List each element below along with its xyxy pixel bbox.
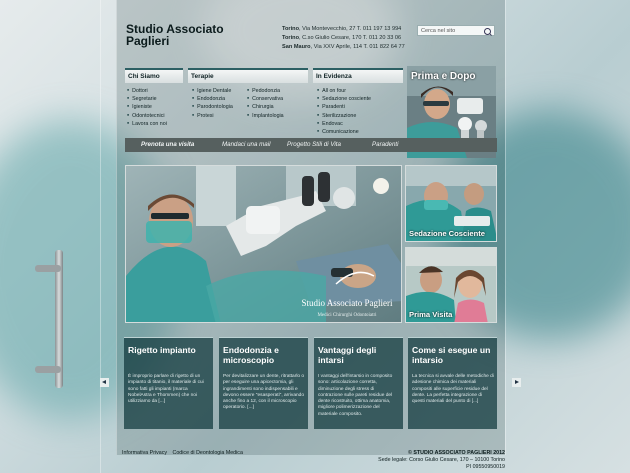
menu-item[interactable]: ■ Implantologia xyxy=(247,112,284,120)
menu-item[interactable]: ■ Dottori xyxy=(127,87,167,95)
menu-item[interactable]: ■ Comunicazione xyxy=(317,128,371,136)
tile-sedazione[interactable] xyxy=(405,165,497,242)
tile-sedazione-label: Sedazione Cosciente xyxy=(409,229,485,238)
tile-prima-visita[interactable] xyxy=(405,247,497,323)
dental-clinic-photo xyxy=(126,166,402,323)
menu-terapie[interactable]: Terapie xyxy=(188,68,308,83)
menu-item[interactable]: ■ Sterilizzazione xyxy=(317,112,371,120)
menu-terapie-list-1 xyxy=(192,87,233,120)
card-title[interactable]: Endodonzia e microscopio xyxy=(223,345,279,365)
subnav-prenota[interactable]: Prenota una visita xyxy=(141,141,195,148)
hero-logo-subtitle: Medici Chirurghi Odontoiatri xyxy=(317,313,377,318)
menu-item[interactable]: ■ Sedazione cosciente xyxy=(317,95,371,103)
menu-item[interactable]: ■ Chirurgia xyxy=(247,103,284,111)
site-logo[interactable] xyxy=(126,23,224,47)
address-block xyxy=(282,25,405,52)
vat-number: PI 09550950019 xyxy=(466,464,505,470)
article-card[interactable] xyxy=(219,337,308,429)
menu-item[interactable]: ■ Parodontologia xyxy=(192,103,233,111)
door-handle-arm xyxy=(35,366,61,373)
address-line: San Mauro, Via XXV Aprile, 114 T. 011 822 64 77 xyxy=(282,44,405,50)
logo-line-2: Paglieri xyxy=(126,34,170,48)
address-line: Torino, Via Montevecchio, 27 T. 011 197 13 994 xyxy=(282,26,402,32)
menu-item[interactable]: ■ Odontotecnici xyxy=(127,112,167,120)
door-handle xyxy=(55,250,63,388)
subnav-mail[interactable]: Mandaci una mail xyxy=(222,141,271,148)
card-title[interactable]: Rigetto impianto xyxy=(128,345,196,355)
menu-terapie-list-2 xyxy=(247,87,284,120)
menu-item[interactable]: ■ Pedodonzia xyxy=(247,87,284,95)
menu-item[interactable]: ■ Paradenti xyxy=(317,103,371,111)
menu-item[interactable]: ■ Endovac xyxy=(317,120,371,128)
menu-chi-siamo-list xyxy=(127,87,167,128)
article-card[interactable] xyxy=(408,337,497,429)
search-icon[interactable] xyxy=(484,28,491,35)
card-title[interactable]: Vantaggi degli intarsi xyxy=(318,345,377,365)
address-line: Torino, C.so Giulio Cesare, 170 T. 011 20 33 06 xyxy=(282,35,402,41)
glass-door-edge xyxy=(100,0,101,473)
menu-item[interactable]: ■ Igieniste xyxy=(127,103,167,111)
card-text: La tecnica si avvale delle metodiche di adesione chimica dei materiali compositi alle superficie residue del dente. La perfetta integrazione di questi materiali del punto di [...] xyxy=(412,374,494,405)
menu-in-evidenza[interactable]: In Evidenza xyxy=(313,68,403,83)
legal-address: Sede legale: Corso Giulio Cesare, 170 – 10100 Torino xyxy=(378,457,505,463)
menu-in-evidenza-list xyxy=(317,87,371,136)
card-title[interactable]: Come si esegue un intarsio xyxy=(412,345,491,365)
hero-image[interactable] xyxy=(125,165,402,323)
menu-item[interactable]: ■ Segretarie xyxy=(127,95,167,103)
search-input[interactable] xyxy=(417,25,495,36)
carousel-next-arrow[interactable] xyxy=(512,378,521,387)
footer-link-deontologia[interactable]: Codice di Deontologia Medica xyxy=(172,450,243,456)
door-handle-arm xyxy=(35,265,61,272)
search-placeholder: Cerca nel sito xyxy=(421,28,456,34)
hero-logo-title: Studio Associato Paglieri xyxy=(301,298,393,308)
footer-links xyxy=(122,450,247,456)
card-text: È improprio parlare di rigetto di un impianto di titanio, il materiale di cui sono fatti gli impianti (marca NobelAstra e Thommen) che noi utilizziamo da [...] xyxy=(128,374,204,405)
article-card[interactable] xyxy=(124,337,213,429)
menu-chi-siamo[interactable]: Chi Siamo xyxy=(125,68,183,83)
sub-navigation xyxy=(125,138,497,152)
frame-line xyxy=(505,0,506,455)
article-card[interactable] xyxy=(314,337,403,429)
subnav-paradenti[interactable]: Paradenti xyxy=(372,141,399,148)
menu-item[interactable]: ■ All on four xyxy=(317,87,371,95)
card-text: I vantaggi dell'intarsio in composito sono: articolazione corretta, diminuzione degli stress di contrazione sulle pareti residue del dente ricostruito, ottima anatomia, migliore polimerizzazione del materiale composito. xyxy=(318,374,393,417)
carousel-prev-arrow[interactable] xyxy=(100,378,109,387)
menu-item[interactable]: ■ Protesi xyxy=(192,112,233,120)
menu-item[interactable]: ■ Conservativa xyxy=(247,95,284,103)
footer-copyright xyxy=(378,450,505,471)
menu-item[interactable]: ■ Igiene Dentale xyxy=(192,87,233,95)
frame-line xyxy=(116,0,117,455)
logo-line-1: Studio Associato xyxy=(126,22,224,36)
tile-prima-visita-label: Prima Visita xyxy=(409,310,453,319)
menu-item[interactable]: ■ Endodonzia xyxy=(192,95,233,103)
footer-link-privacy[interactable]: Informativa Privacy xyxy=(122,450,168,456)
copyright-text: © STUDIO ASSOCIATO PAGLIERI 2012 xyxy=(407,450,505,456)
prima-dopo-title: Prima e Dopo xyxy=(411,71,476,82)
subnav-progetto[interactable]: Progetto Stili di Vita xyxy=(287,141,341,148)
menu-item[interactable]: ■ Lavora con noi xyxy=(127,120,167,128)
card-text: Per devitalizzare un dente, ritrattarlo o per eseguire una apicectomia, gli ingrandimenti sono indispensabili e devono essere "esasperati", arrivando anche fino a 12, con il microscopio operatorio. [...] xyxy=(223,374,305,411)
